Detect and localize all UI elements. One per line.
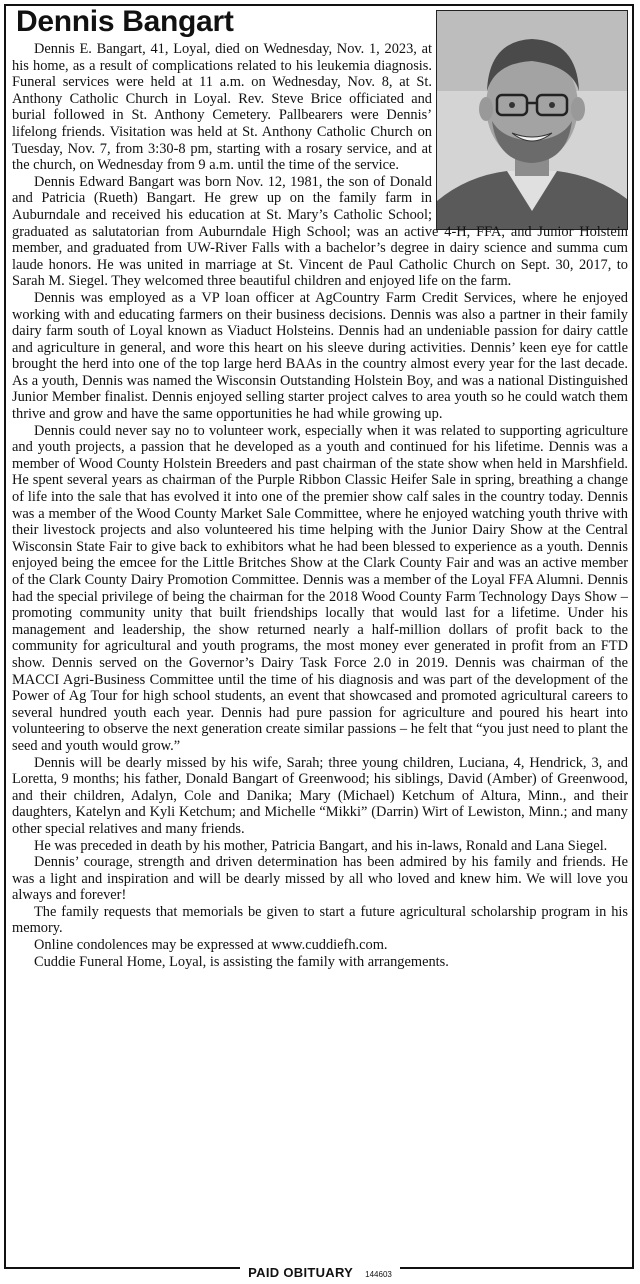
obituary-paragraph: The family requests that memorials be given to start a future agricultural scholarship program in his memory. [12, 903, 628, 937]
obituary-paragraph: He was preceded in death by his mother, Patricia Bangart, and his in-laws, Ronald and Lana Siegel. [34, 837, 608, 854]
footer-bar [0, 1263, 640, 1281]
obituary-body [12, 41, 628, 970]
obituary-paragraph: Dennis will be dearly missed by his wife, Sarah; three young children, Luciana, 4, Hendrick, 3, and Loretta, 9 months; his father, Donald Bangart of Greenwood; his siblings, David (Amber) of Greenwood, and their children, Adalyn, Cole and Danika; Mary (Michael) Ketchum of Altura, Minn., and their daughters, Katelyn and Kyli Ketchum; and Michelle “Mikki” (Darrin) Wirt of Lewiston, Minn.; and many other special relatives and many friends. [12, 754, 628, 837]
photo-text-wrap-space [432, 41, 628, 223]
obituary-paragraph: Cuddie Funeral Home, Loyal, is assisting the family with arrangements. [34, 953, 449, 970]
obituary-paragraph: Dennis E. Bangart, 41, Loyal, died on Wednesday, Nov. 1, 2023, at his home, as a result of complications related to his leukemia diagnosis. Funeral services were held at 11 a.m. on Wednesday, Nov. 8, at St. Anthony Catholic Church in Loyal. Rev. Steve Brice officiated and burial followed in St. Anthony Cemetery. Pallbearers were Dennis’ lifelong friends. Visitation was held at St. Anthony Catholic Church on Tuesday, Nov. 7, from 3:30-8 pm, starting with a rosary service, and at the church, on Wednesday from 9 a.m. until the time of the service. [12, 41, 432, 174]
ad-number: 144603 [365, 1269, 392, 1279]
obituary-paragraph: Dennis was employed as a VP loan officer at AgCountry Farm Credit Services, where he enjoyed working with and educating farmers on their business decisions. Dennis was also a partner in their family dairy farm south of Loyal known as Viaduct Holsteins. Dennis had an undeniable passion for dairy cattle and agriculture in general, and wore this heart on his sleeve during activities. Dennis’ keen eye for cattle brought the herd into one of the top large herd BAAs in the country almost every year for the last decade. As a youth, Dennis was named the Wisconsin Outstanding Holstein Boy, and was a national Distinguished Junior Member finalist. Dennis enjoyed selling starter project calves to area youth so he could watch them thrive and grow and have the same opportunities he had while growing up. [12, 289, 628, 423]
obituary-paragraph: Online condolences may be expressed at www.cuddiefh.com. [34, 937, 388, 954]
obituary-paragraph: Dennis’ courage, strength and driven determination has been admired by his family and friends. He was a light and inspiration and will be dearly missed by all who loved and knew him. We will love you always and forever! [12, 854, 628, 904]
obituary-paragraph: Dennis Edward Bangart was born Nov. 12, 1981, the son of Donald and Patricia (Rueth) Bangart. He grew up on the family farm in Auburndale and received his education at St. Mary’s Catholic School; graduated as salutatorian from Auburndale High School; was an active 4-H, FFA, and Junior Holstein member, and graduated from UW-River Falls with a bachelor’s degree in dairy science and summa cum laude honors. He was united in marriage at St. Vincent de Paul Catholic Church on Sept. 30, 2017, to Sarah M. Siegel. They welcomed three beautiful children and enjoyed life on the farm. [12, 173, 628, 290]
paid-obituary-label: PAID OBITUARY [248, 1264, 354, 1280]
obituary-title: Dennis Bangart [16, 5, 234, 38]
obituary-paragraph: Dennis could never say no to volunteer work, especially when it was related to supporting agriculture and youth projects, a passion that he developed as a youth and continued for his lifetime. Dennis was a member of Wood County Holstein Breeders and past chairman of the state show when held in Marshfield. He spent several years as chairman of the Purple Ribbon Classic Heifer Sale in spring, breathing a change of life into the sale that has evolved it into one of the premier show calf sales in the country today. Dennis was a member of the Wood County Market Sale Committee, where he enjoyed watching youth thrive with their livestock projects and also volunteered his time helping with the Junior Dairy Show at the Central Wisconsin State Fair to give back to exhibitors what he had been blessed to experience as a youth. Dennis enjoyed being the emcee for the Little Britches Show at the Clark County Fair and was an active member of the Clark County Dairy Promotion Committee. Dennis was a member of the Loyal FFA Alumni. Dennis had the special privilege of being the chairman for the 2018 Wood County Farm Technology Days Show – promoting community unity that built friendships locally that would last for a lifetime. Under his management and leadership, the show returned nearly a half-million dollars of profit back to the community for agricultural and youth programs, the most money ever generated in profit from an FTD show. Dennis served on the Governor’s Dairy Task Force 2.0 in 2019. Dennis was chairman of the MACCI Agri-Business Committee until the time of his diagnosis and was part of the development of the Power of Ag Tour for high school students, an event that showcased and promoted agricultural careers to several hundred youth each year. Dennis had pure passion for agriculture and poured his heart into volunteering to observe the next generation create similar passions – he felt that “you just need to plant the seed and youth would grow.” [12, 422, 628, 754]
